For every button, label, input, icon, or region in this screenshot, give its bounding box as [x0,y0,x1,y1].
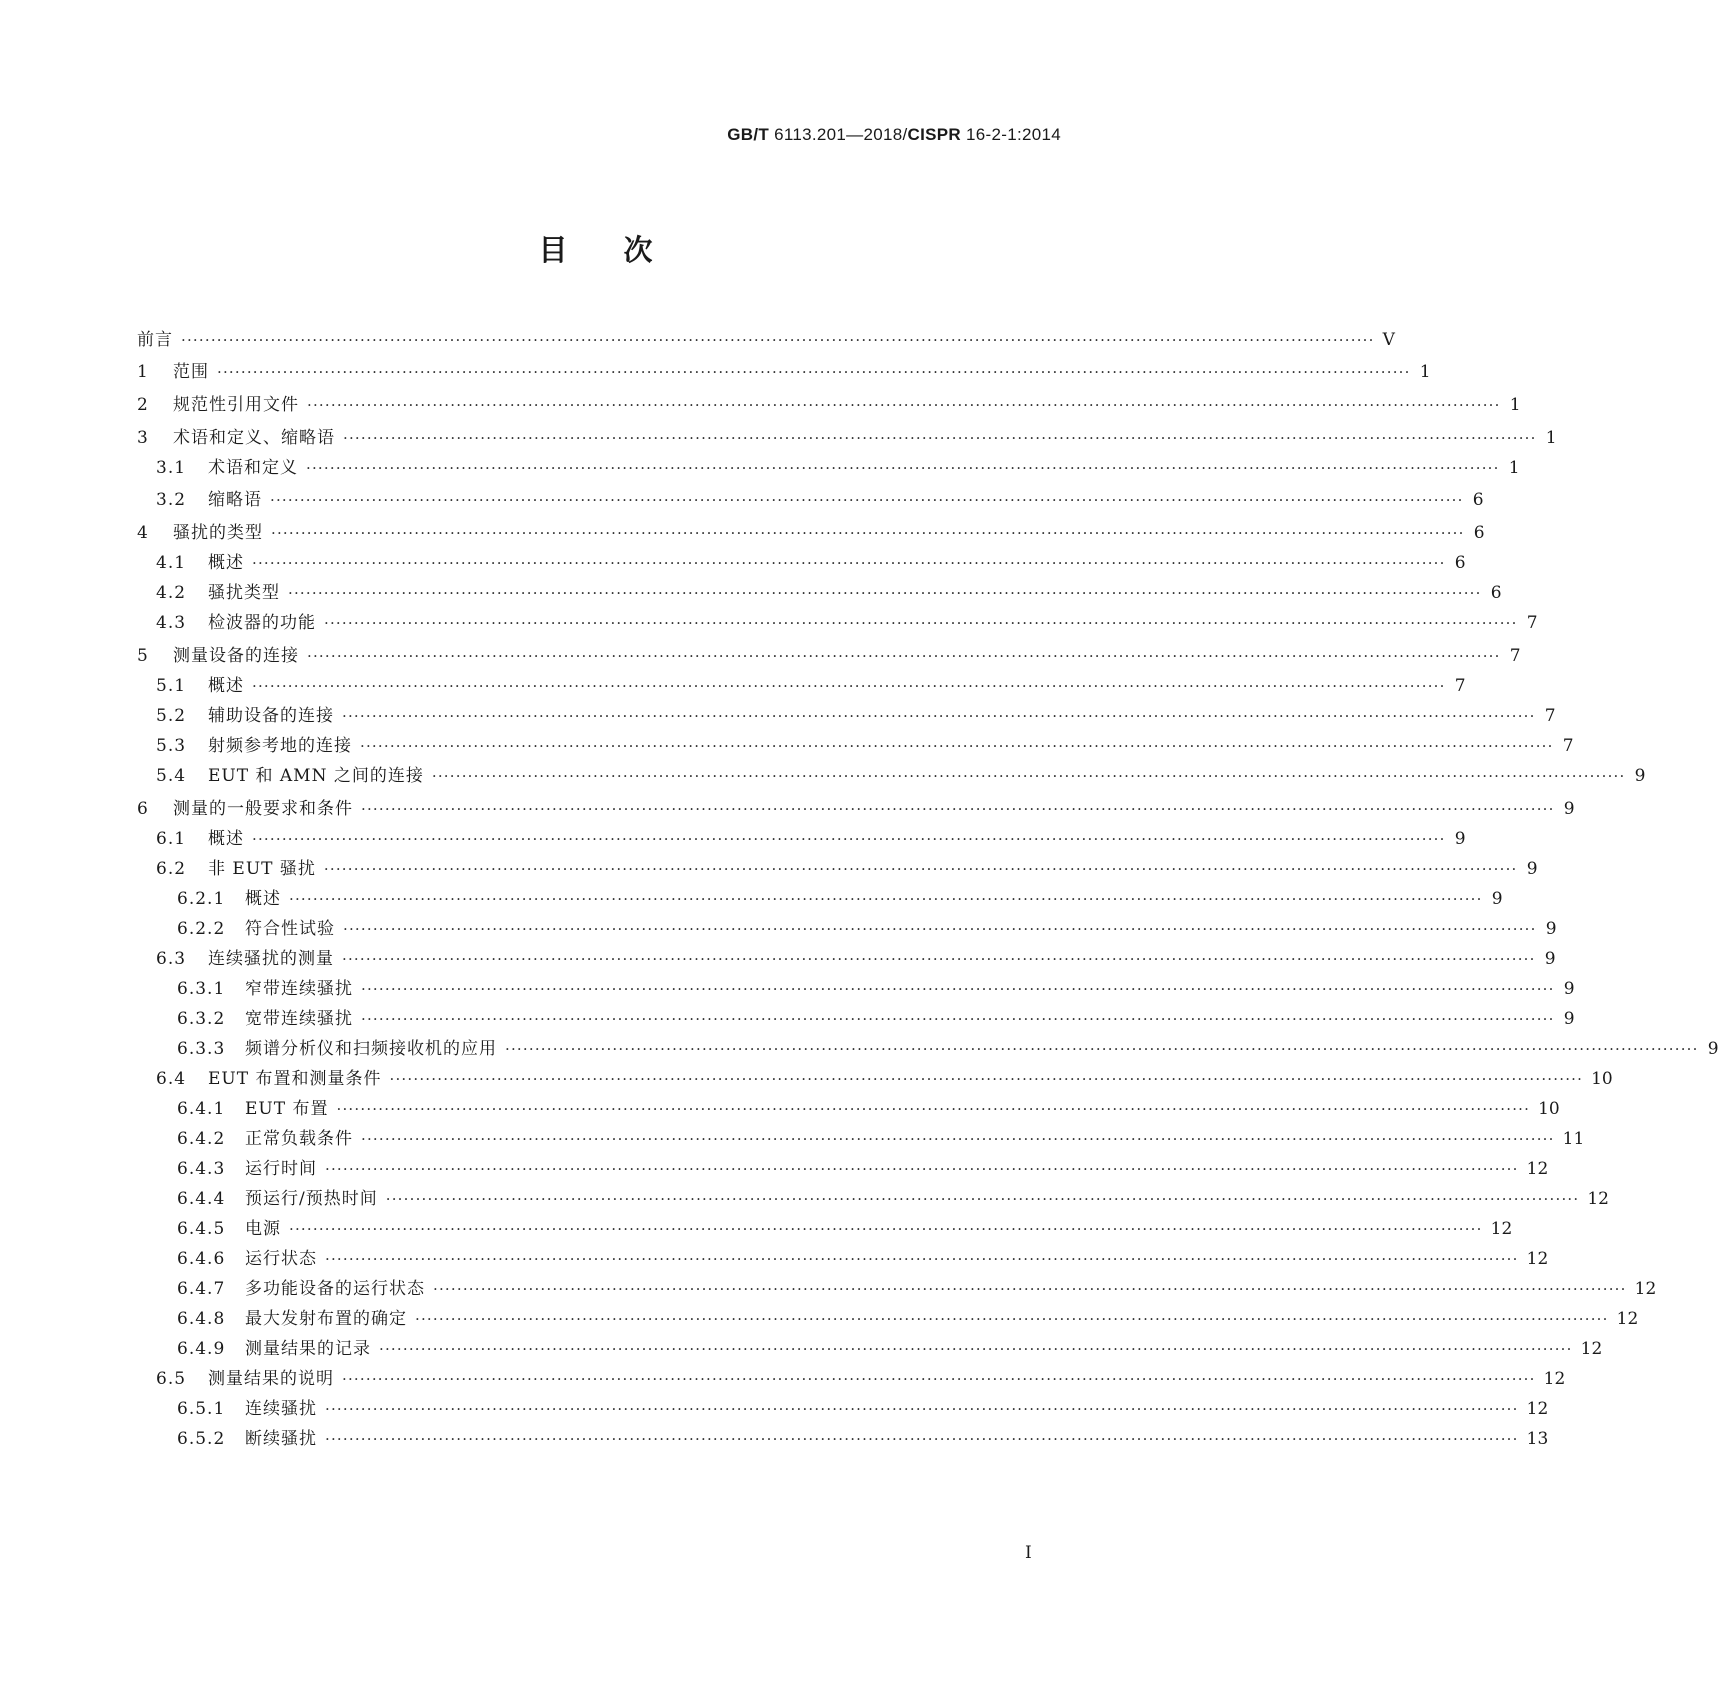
toc-entry-title: 规范性引用文件 [173,395,299,415]
standard-header [727,125,1061,145]
toc-leader-dots: ········································································································································································································ [289,890,1483,908]
toc-leader-dots: ········································································································································································································ [325,1160,1519,1178]
toc-entry[interactable] [137,352,1431,382]
toc-entry-label [177,1129,353,1149]
toc-entry-title: 测量结果的说明 [208,1369,334,1389]
toc-entry-label [156,829,244,849]
toc-entry[interactable] [137,1329,1603,1359]
toc-entry-page: 7 [1454,676,1466,696]
toc-entry[interactable] [137,1089,1560,1119]
toc-entry-title: 运行状态 [245,1249,317,1269]
toc-entry-label [137,523,263,543]
toc-entry[interactable] [137,1419,1549,1449]
toc-entry-title: 概述 [208,553,244,573]
toc-entry-page: 7 [1544,706,1556,726]
toc-entry[interactable] [137,939,1556,969]
toc-entry-label [156,766,424,786]
toc-entry-label [177,1189,378,1209]
toc-entry[interactable] [137,573,1502,603]
toc-entry[interactable] [137,1119,1585,1149]
toc-entry[interactable] [137,418,1557,448]
toc-entry-number: 3.2 [156,490,187,510]
toc-entry-title: 术语和定义 [208,458,298,478]
toc-entry-number: 6.5.2 [177,1429,226,1449]
toc-entry-page: 9 [1545,919,1557,939]
toc-entry-number: 6.3.1 [177,979,226,999]
cispr-code: CISPR [907,125,961,144]
toc-entry-title: 窄带连续骚扰 [245,979,353,999]
toc-entry-page: 1 [1545,428,1557,448]
toc-entry-page: 9 [1544,949,1556,969]
toc-entry-number: 6.4.1 [177,1099,226,1119]
toc-leader-dots: ········································································································································································································ [323,860,1518,878]
toc-entry-label [177,1249,317,1269]
toc-entry-number: 6.4.7 [177,1279,226,1299]
toc-entry-title: 范围 [173,362,209,382]
toc-entry-title: 骚扰类型 [208,583,280,603]
toc-entry-number: 6.3.2 [177,1009,226,1029]
toc-leader-dots: ········································································································································································································ [360,737,1554,755]
toc-entry-label [156,676,244,696]
toc-entry-page: 9 [1563,799,1575,819]
toc-entry-label [177,1009,353,1029]
toc-entry-label [156,458,298,478]
toc-entry[interactable] [137,969,1575,999]
toc-entry[interactable] [137,999,1575,1029]
toc-entry-title: 运行时间 [245,1159,317,1179]
toc-entry-number: 5 [137,646,149,666]
toc-entry-label [177,1309,407,1329]
toc-entry-title: 电源 [245,1219,281,1239]
toc-entry-label [137,330,173,350]
toc-leader-dots: ········································································································································································································ [343,920,1537,938]
toc-entry[interactable] [137,1239,1549,1269]
toc-entry-title: EUT 布置和测量条件 [208,1069,382,1089]
toc-entry[interactable] [137,1389,1549,1419]
toc-entry-page: 12 [1526,1399,1549,1419]
toc-entry-title: 连续骚扰 [245,1399,317,1419]
toc-entry-number: 6.4.6 [177,1249,226,1269]
toc-leader-dots: ········································································································································································································ [271,524,1465,542]
toc-entry-number: 6.4.8 [177,1309,226,1329]
toc-entry-label [177,1159,317,1179]
toc-leader-dots: ········································································································································································································ [342,707,1536,725]
toc-entry-label [177,1219,281,1239]
toc-entry-title: 断续骚扰 [245,1429,317,1449]
toc-entry-label [156,1069,381,1089]
toc-entry-number: 6.2.2 [177,919,226,939]
toc-entry-number: 6.4.9 [177,1339,226,1359]
cispr-number: 16-2-1:2014 [960,125,1061,144]
toc-entry-page: 12 [1526,1249,1549,1269]
toc-entry-label [177,889,281,909]
toc-entry-number: 6 [137,799,149,819]
toc-entry[interactable] [137,1149,1549,1179]
toc-entry-number: 4.3 [156,613,187,633]
toc-entry-page: 9 [1491,889,1503,909]
toc-entry-page: 9 [1526,859,1538,879]
toc-entry-page: 10 [1591,1069,1613,1089]
toc-entry-page: 12 [1543,1369,1566,1389]
toc-entry-page: 6 [1473,523,1485,543]
toc-entry-page: 7 [1509,646,1521,666]
toc-leader-dots: ········································································································································································································ [505,1040,1699,1058]
toc-entry-number: 5.1 [156,676,187,696]
toc-leader-dots: ········································································································································································································ [325,1400,1519,1418]
toc-entry-number: 4.1 [156,553,187,573]
toc-entry-title: 术语和定义、缩略语 [173,428,335,448]
toc-entry-page: 9 [1454,829,1466,849]
toc-entry[interactable] [137,1029,1719,1059]
toc-entry-label [177,1039,497,1059]
toc-entry-number: 6.5.1 [177,1399,226,1419]
toc-leader-dots: ········································································································································································································ [252,554,1446,572]
toc-entry-title: 正常负载条件 [245,1129,353,1149]
toc-entry-title: 概述 [245,889,281,909]
toc-entry-number: 6.4.2 [177,1129,226,1149]
toc-entry[interactable] [137,849,1538,879]
toc-entry-page: 7 [1562,736,1574,756]
toc-entry-title: 缩略语 [208,490,262,510]
toc-entry-label [137,362,209,382]
toc-leader-dots: ········································································································································································································ [389,1070,1584,1088]
toc-entry[interactable] [137,513,1485,543]
toc-leader-dots: ········································································································································································································ [270,491,1464,509]
toc-entry-page: 1 [1508,458,1520,478]
toc-entry-label [156,706,334,726]
toc-entry-page: 1 [1419,362,1431,382]
toc-entry[interactable] [137,696,1556,726]
toc-entry-label [177,919,335,939]
toc-entry-label [156,613,316,633]
toc-entry-title: 射频参考地的连接 [208,736,352,756]
toc-entry-number: 5.2 [156,706,187,726]
toc-entry-number: 3 [137,428,149,448]
toc-leader-dots: ········································································································································································································ [289,1220,1483,1238]
toc-leader-dots: ········································································································································································································ [385,1190,1580,1208]
toc-entry[interactable] [137,1359,1566,1389]
toc-entry-page: 12 [1526,1159,1549,1179]
toc-entry[interactable] [137,909,1557,939]
toc-leader-dots: ········································································································································································································ [252,677,1446,695]
toc-leader-dots: ········································································································································································································ [324,614,1518,632]
toc-entry[interactable] [137,1209,1513,1239]
toc-entry-title: 频谱分析仪和扫频接收机的应用 [245,1039,497,1059]
toc-entry-page: 7 [1526,613,1538,633]
toc-leader-dots: ········································································································································································································ [361,1010,1555,1028]
toc-entry-number: 6.4.3 [177,1159,226,1179]
toc-entry-number: 4 [137,523,149,543]
toc-entry-title: 前言 [137,330,173,350]
toc-leader-dots: ········································································································································································································ [379,1340,1573,1358]
toc-leader-dots: ········································································································································································································ [217,363,1411,381]
page-title: 目次 [538,233,709,267]
toc-leader-dots: ········································································································································································································ [433,1280,1627,1298]
toc-entry-page: 12 [1616,1309,1639,1329]
toc-entry-title: 测量设备的连接 [173,646,299,666]
std-number: 6113.201—2018/ [769,125,908,144]
toc-entry-number: 6.3 [156,949,187,969]
toc-entry-page: 9 [1563,1009,1575,1029]
toc-entry-number: 6.2.1 [177,889,226,909]
toc-entry-page: 10 [1538,1099,1560,1119]
toc-entry-title: 宽带连续骚扰 [245,1009,353,1029]
toc-entry-label [156,1369,334,1389]
toc-leader-dots: ········································································································································································································ [306,459,1500,477]
toc-leader-dots: ········································································································································································································ [342,950,1536,968]
toc-leader-dots: ········································································································································································································ [343,429,1537,447]
toc-leader-dots: ········································································································································································································ [288,584,1482,602]
toc-entry-page: 12 [1490,1219,1513,1239]
toc-entry-title: EUT 和 AMN 之间的连接 [208,766,424,786]
toc-entry-number: 2 [137,395,149,415]
toc-entry-page: 12 [1634,1279,1657,1299]
toc-entry-page: 13 [1526,1429,1549,1449]
toc-entry-title: 检波器的功能 [208,613,316,633]
page-number: I [1025,1543,1032,1563]
toc-entry[interactable] [137,756,1646,786]
toc-entry-page: V [1382,330,1395,350]
toc-entry-label [177,1429,317,1449]
toc-entry-page: 12 [1580,1339,1603,1359]
toc-entry[interactable] [137,320,1395,350]
toc-entry[interactable] [137,1299,1639,1329]
toc-entry[interactable] [137,879,1503,909]
toc-entry-page: 6 [1454,553,1466,573]
toc-leader-dots: ········································································································································································································ [181,331,1375,349]
toc-entry-number: 6.2 [156,859,187,879]
toc-entry-title: EUT 布置 [245,1099,329,1119]
toc-entry-label [137,799,353,819]
toc-entry-title: 测量的一般要求和条件 [173,799,353,819]
toc-entry-label [156,949,334,969]
toc-entry[interactable] [137,1269,1657,1299]
toc-entry-label [156,553,244,573]
toc-entry[interactable] [137,543,1466,573]
toc-entry-title: 概述 [208,676,244,696]
toc-entry-label [177,1339,371,1359]
toc-entry-number: 6.4.4 [177,1189,226,1209]
toc-leader-dots: ········································································································································································································ [361,980,1555,998]
toc-entry-title: 骚扰的类型 [173,523,263,543]
toc-entry-title: 预运行/预热时间 [245,1189,378,1209]
toc-entry-page: 12 [1587,1189,1609,1209]
toc-entry-page: 11 [1562,1129,1585,1149]
toc-entry-page: 6 [1490,583,1502,603]
toc-entry[interactable] [137,1179,1609,1209]
toc-leader-dots: ········································································································································································································ [431,767,1626,785]
toc-entry[interactable] [137,603,1538,633]
toc-entry-title: 测量结果的记录 [245,1339,371,1359]
toc-entry-title: 辅助设备的连接 [208,706,334,726]
toc-entry-number: 6.3.3 [177,1039,226,1059]
toc-leader-dots: ········································································································································································································ [361,1130,1555,1148]
toc-leader-dots: ········································································································································································································ [415,1310,1609,1328]
toc-entry[interactable] [137,385,1521,415]
toc-entry-title: 非 EUT 骚扰 [208,859,316,879]
toc-entry-number: 6.4.5 [177,1219,226,1239]
toc-entry-number: 1 [137,362,149,382]
toc-entry-label [137,395,299,415]
toc-entry-number: 4.2 [156,583,187,603]
toc-entry-title: 多功能设备的运行状态 [245,1279,425,1299]
std-code: GB/T [727,125,770,144]
toc-entry-page: 9 [1634,766,1646,786]
toc-entry[interactable] [137,636,1521,666]
toc-entry-number: 5.4 [156,766,187,786]
toc-leader-dots: ········································································································································································································ [361,800,1555,818]
toc-entry-title: 符合性试验 [245,919,335,939]
toc-entry-label [177,1279,425,1299]
toc-entry[interactable] [137,789,1575,819]
toc-entry[interactable] [137,448,1520,478]
toc-leader-dots: ········································································································································································································ [307,396,1501,414]
toc-entry-label [177,1099,328,1119]
toc-entry[interactable] [137,1059,1613,1089]
toc-leader-dots: ········································································································································································································ [307,647,1501,665]
toc-entry-title: 最大发射布置的确定 [245,1309,407,1329]
toc-leader-dots: ········································································································································································································ [252,830,1446,848]
toc-entry-label [137,646,299,666]
toc-entry-number: 6.1 [156,829,187,849]
toc-entry[interactable] [137,480,1484,510]
toc-entry-title: 连续骚扰的测量 [208,949,334,969]
toc-entry-label [156,490,262,510]
toc-entry[interactable] [137,666,1466,696]
toc-entry-page: 6 [1472,490,1484,510]
toc-entry-page: 1 [1509,395,1521,415]
toc-entry-label [177,979,353,999]
toc-leader-dots: ········································································································································································································ [325,1250,1519,1268]
toc-leader-dots: ········································································································································································································ [342,1370,1536,1388]
toc-entry-page: 9 [1707,1039,1719,1059]
toc-entry-label [156,583,280,603]
toc-entry-number: 5.3 [156,736,187,756]
toc-entry-number: 6.4 [156,1069,187,1089]
toc-leader-dots: ········································································································································································································ [325,1430,1519,1448]
toc-entry-number: 3.1 [156,458,187,478]
toc-entry-label [156,736,352,756]
toc-entry-label [137,428,335,448]
toc-entry[interactable] [137,819,1466,849]
toc-entry[interactable] [137,726,1574,756]
toc-entry-page: 9 [1563,979,1575,999]
toc-entry-label [156,859,316,879]
toc-leader-dots: ········································································································································································································ [336,1100,1531,1118]
toc-entry-label [177,1399,317,1419]
toc-entry-title: 概述 [208,829,244,849]
toc-entry-number: 6.5 [156,1369,187,1389]
